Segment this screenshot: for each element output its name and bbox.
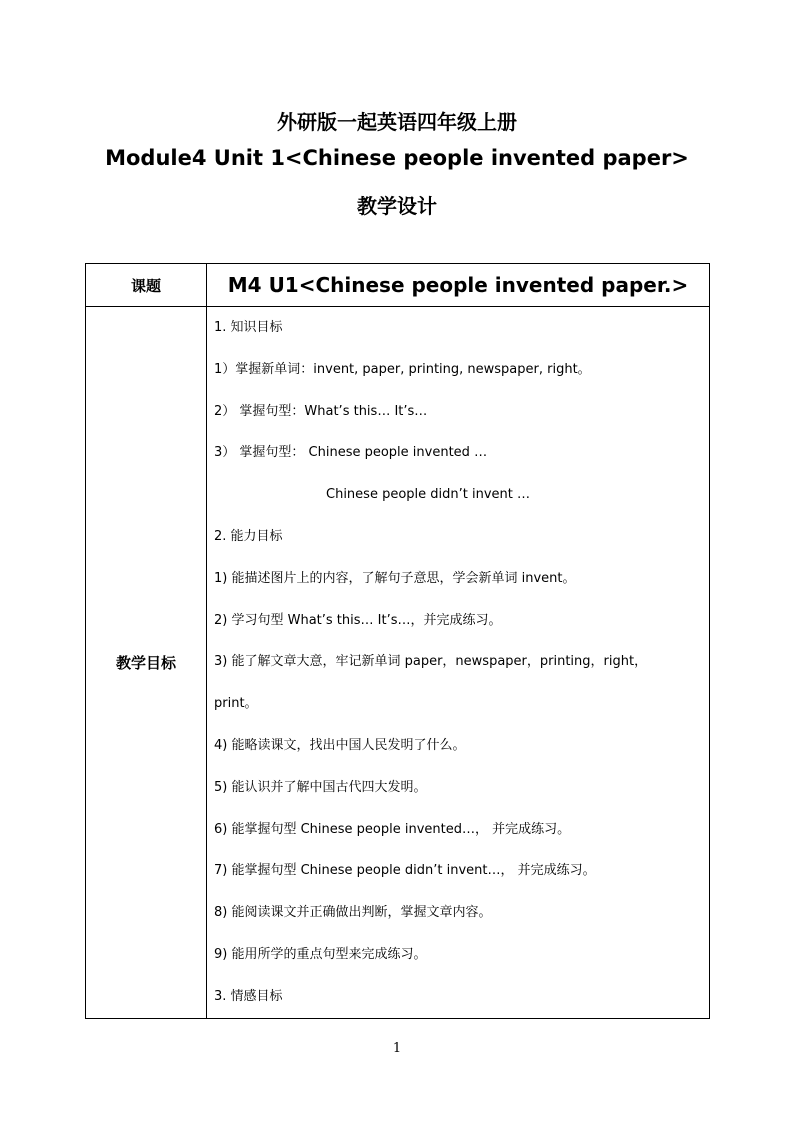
- topic-value: M4 U1<Chinese people invented paper.>: [207, 264, 710, 307]
- objective-line: 9) 能用所学的重点句型来完成练习。: [214, 946, 427, 962]
- objective-line: 1) 能描述图片上的内容，了解句子意思，学会新单词 invent。: [214, 570, 576, 586]
- document-title: 外研版一起英语四年级上册: [277, 110, 517, 134]
- objective-line: 6) 能掌握句型 Chinese people invented…， 并完成练习。: [214, 821, 571, 837]
- objective-line: 2） 掌握句型：What’s this… It’s…: [214, 403, 428, 419]
- objective-line: 1. 知识目标: [214, 320, 283, 335]
- objective-line: 3) 能了解文章大意，牢记新单词 paper，newspaper，printing，right，: [214, 654, 648, 670]
- topic-label: 课题: [86, 264, 207, 307]
- objectives-label: 教学目标: [86, 307, 207, 1019]
- table-row-objectives: [86, 307, 710, 1019]
- objective-line: 5) 能认识并了解中国古代四大发明。: [214, 779, 427, 795]
- page-number: 1: [392, 1041, 402, 1056]
- objective-line: 8) 能阅读课文并正确做出判断，掌握文章内容。: [214, 905, 492, 921]
- objective-line: 3. 情感目标: [214, 988, 283, 1004]
- lesson-plan-table: [85, 263, 710, 1019]
- table-row-topic: [86, 264, 710, 307]
- document-type-heading: 教学设计: [357, 194, 437, 218]
- objective-line: 1）掌握新单词：invent, paper, printing, newspaper, right。: [214, 361, 591, 377]
- document-subtitle: Module4 Unit 1<Chinese people invented paper>: [105, 146, 689, 170]
- objective-line: 2. 能力目标: [214, 528, 283, 544]
- objectives-content: [207, 307, 710, 1019]
- objective-line: 3） 掌握句型： Chinese people invented …: [214, 445, 488, 461]
- objective-line: 7) 能掌握句型 Chinese people didn’t invent…， 并完成练习。: [214, 863, 596, 879]
- objective-line: print。: [214, 696, 258, 712]
- objective-line: 2) 学习句型 What’s this… It’s…，并完成练习。: [214, 612, 502, 628]
- objective-line: Chinese people didn’t invent …: [326, 487, 530, 503]
- objective-line: 4) 能略读课文，找出中国人民发明了什么。: [214, 737, 466, 753]
